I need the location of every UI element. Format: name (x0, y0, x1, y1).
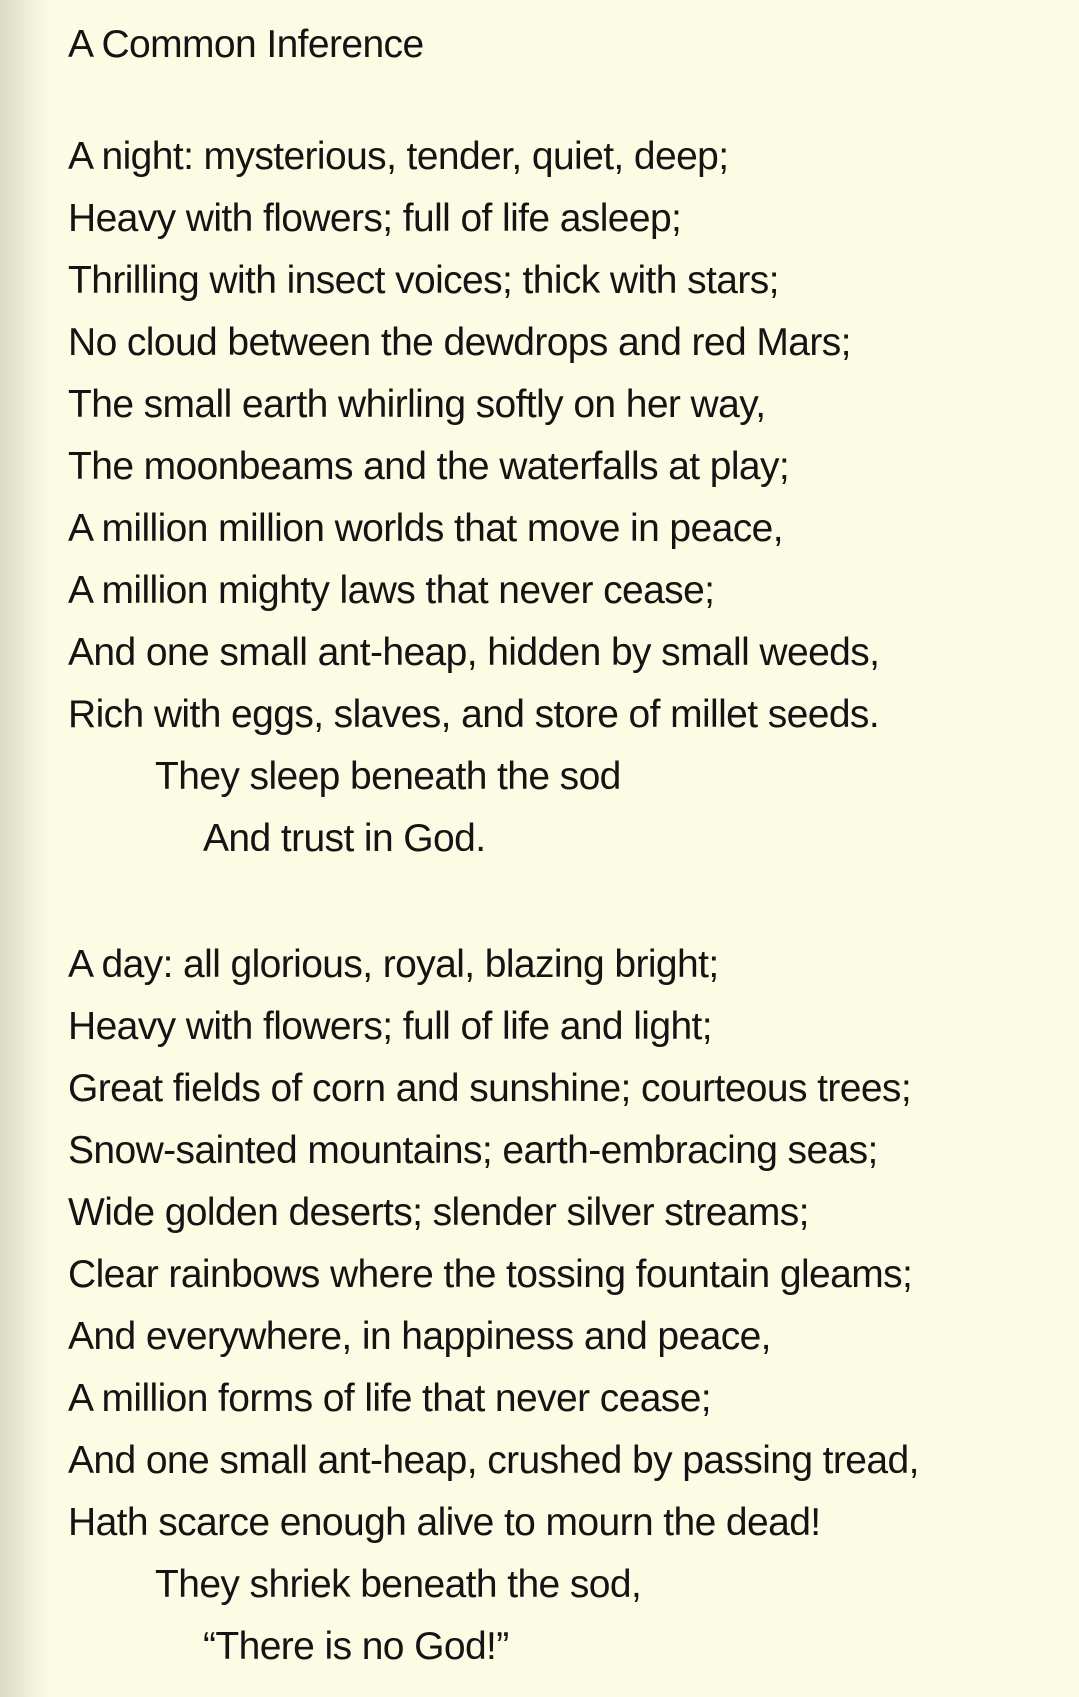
stanza (68, 934, 1039, 1678)
poem-line: A day: all glorious, royal, blazing bright; (68, 943, 719, 986)
poem-line: A million million worlds that move in peace, (68, 507, 783, 550)
poem-line: And one small ant-heap, hidden by small weeds, (68, 631, 880, 674)
poem-line: Snow-sainted mountains; earth-embracing seas; (68, 1129, 878, 1172)
poem-line: And everywhere, in happiness and peace, (68, 1315, 771, 1358)
poem-line: A million forms of life that never cease; (68, 1377, 712, 1420)
poem-line: Clear rainbows where the tossing fountain gleams; (68, 1253, 913, 1296)
poem-line: The moonbeams and the waterfalls at play; (68, 445, 790, 488)
poem-line: Heavy with flowers; full of life asleep; (68, 197, 682, 240)
poem-line: Thrilling with insect voices; thick with stars; (68, 259, 779, 302)
poem-line: They shriek beneath the sod, (155, 1563, 642, 1606)
poem-line: A night: mysterious, tender, quiet, deep; (68, 135, 729, 178)
poem-line: Wide golden deserts; slender silver streams; (68, 1191, 809, 1234)
poem-line: And one small ant-heap, crushed by passing tread, (68, 1439, 919, 1482)
page-edge-shadow (0, 0, 52, 1697)
poem-line: No cloud between the dewdrops and red Mars; (68, 321, 851, 364)
poem-line: The small earth whirling softly on her way, (68, 383, 766, 426)
poem-line: They sleep beneath the sod (155, 755, 621, 798)
poem-line: Heavy with flowers; full of life and light; (68, 1005, 712, 1048)
poem-line: “There is no God!” (203, 1625, 509, 1668)
stanza (68, 126, 1039, 870)
poem-line: Great fields of corn and sunshine; courteous trees; (68, 1067, 912, 1110)
poem-line: Rich with eggs, slaves, and store of millet seeds. (68, 693, 880, 736)
poem-line: And trust in God. (203, 817, 486, 860)
poem-line: Hath scarce enough alive to mourn the dead! (68, 1501, 821, 1544)
poem (68, 126, 1039, 1678)
poem-line: A million mighty laws that never cease; (68, 569, 715, 612)
poem-title: A Common Inference (68, 23, 424, 66)
